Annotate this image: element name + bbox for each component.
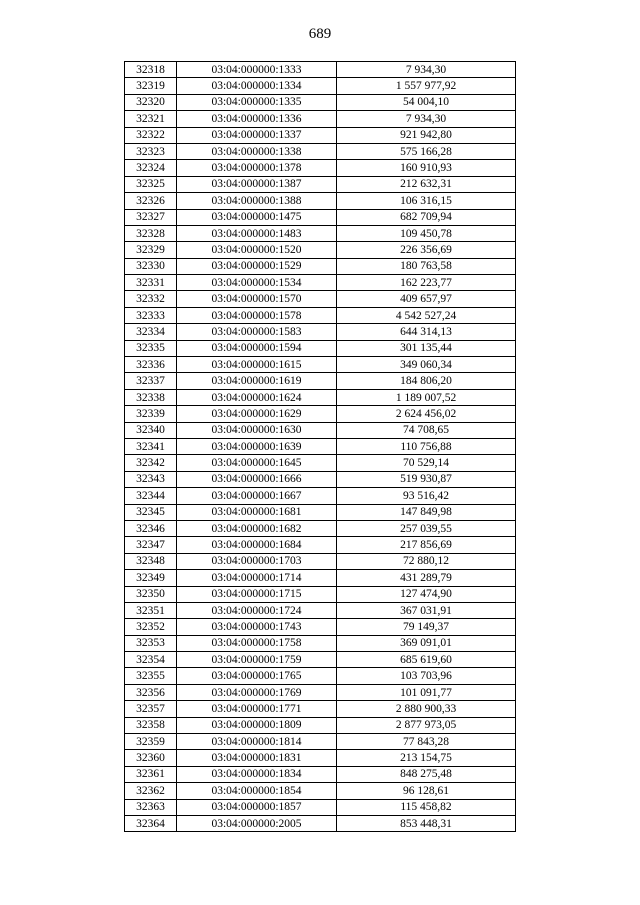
- table-row: [125, 340, 516, 356]
- table-row: [125, 635, 516, 651]
- row-number-cell: 32346: [125, 520, 177, 536]
- table-row: [125, 127, 516, 143]
- table-row: [125, 586, 516, 602]
- row-number-cell: 32345: [125, 504, 177, 520]
- cadastral-number-cell: 03:04:000000:1388: [177, 193, 337, 209]
- amount-cell: 77 843,28: [337, 734, 516, 750]
- row-number-cell: 32326: [125, 193, 177, 209]
- cadastral-number-cell: 03:04:000000:1639: [177, 438, 337, 454]
- table-row: [125, 619, 516, 635]
- amount-cell: 180 763,58: [337, 258, 516, 274]
- row-number-cell: 32325: [125, 176, 177, 192]
- row-number-cell: 32361: [125, 766, 177, 782]
- cadastral-number-cell: 03:04:000000:1771: [177, 701, 337, 717]
- amount-cell: 369 091,01: [337, 635, 516, 651]
- table-row: [125, 389, 516, 405]
- amount-cell: 127 474,90: [337, 586, 516, 602]
- table-row: [125, 62, 516, 78]
- table-row: [125, 406, 516, 422]
- cadastral-number-cell: 03:04:000000:1765: [177, 668, 337, 684]
- amount-cell: 96 128,61: [337, 783, 516, 799]
- amount-cell: 7 934,30: [337, 111, 516, 127]
- cadastral-number-cell: 03:04:000000:1336: [177, 111, 337, 127]
- table-row: [125, 438, 516, 454]
- cadastral-number-cell: 03:04:000000:1615: [177, 357, 337, 373]
- row-number-cell: 32328: [125, 225, 177, 241]
- row-number-cell: 32320: [125, 94, 177, 110]
- amount-cell: 519 930,87: [337, 471, 516, 487]
- amount-cell: 109 450,78: [337, 225, 516, 241]
- row-number-cell: 32335: [125, 340, 177, 356]
- table-row: [125, 520, 516, 536]
- row-number-cell: 32362: [125, 783, 177, 799]
- cadastral-number-cell: 03:04:000000:1682: [177, 520, 337, 536]
- table-row: [125, 799, 516, 815]
- cadastral-number-cell: 03:04:000000:1629: [177, 406, 337, 422]
- table-row: [125, 258, 516, 274]
- table-row: [125, 766, 516, 782]
- row-number-cell: 32338: [125, 389, 177, 405]
- table-row: [125, 111, 516, 127]
- row-number-cell: 32350: [125, 586, 177, 602]
- cadastral-number-cell: 03:04:000000:1520: [177, 242, 337, 258]
- row-number-cell: 32360: [125, 750, 177, 766]
- cadastral-number-cell: 03:04:000000:1759: [177, 652, 337, 668]
- amount-cell: 103 703,96: [337, 668, 516, 684]
- amount-cell: 213 154,75: [337, 750, 516, 766]
- amount-cell: 93 516,42: [337, 488, 516, 504]
- row-number-cell: 32358: [125, 717, 177, 733]
- cadastral-number-cell: 03:04:000000:1337: [177, 127, 337, 143]
- row-number-cell: 32363: [125, 799, 177, 815]
- cadastral-number-cell: 03:04:000000:1834: [177, 766, 337, 782]
- row-number-cell: 32347: [125, 537, 177, 553]
- amount-cell: 682 709,94: [337, 209, 516, 225]
- table-row: [125, 143, 516, 159]
- cadastral-number-cell: 03:04:000000:1483: [177, 225, 337, 241]
- cadastral-number-cell: 03:04:000000:1666: [177, 471, 337, 487]
- cadastral-number-cell: 03:04:000000:1714: [177, 570, 337, 586]
- amount-cell: 2 624 456,02: [337, 406, 516, 422]
- cadastral-number-cell: 03:04:000000:1475: [177, 209, 337, 225]
- cadastral-number-cell: 03:04:000000:1630: [177, 422, 337, 438]
- row-number-cell: 32353: [125, 635, 177, 651]
- cadastral-number-cell: 03:04:000000:1667: [177, 488, 337, 504]
- cadastral-number-cell: 03:04:000000:1583: [177, 324, 337, 340]
- amount-cell: 644 314,13: [337, 324, 516, 340]
- amount-cell: 212 632,31: [337, 176, 516, 192]
- amount-cell: 431 289,79: [337, 570, 516, 586]
- table-row: [125, 225, 516, 241]
- table-row: [125, 455, 516, 471]
- amount-cell: 72 880,12: [337, 553, 516, 569]
- row-number-cell: 32319: [125, 78, 177, 94]
- row-number-cell: 32331: [125, 275, 177, 291]
- cadastral-number-cell: 03:04:000000:1619: [177, 373, 337, 389]
- table-row: [125, 701, 516, 717]
- amount-cell: 367 031,91: [337, 602, 516, 618]
- cadastral-number-cell: 03:04:000000:1857: [177, 799, 337, 815]
- row-number-cell: 32321: [125, 111, 177, 127]
- row-number-cell: 32336: [125, 357, 177, 373]
- row-number-cell: 32339: [125, 406, 177, 422]
- table-row: [125, 422, 516, 438]
- row-number-cell: 32351: [125, 602, 177, 618]
- table-row: [125, 242, 516, 258]
- amount-cell: 162 223,77: [337, 275, 516, 291]
- cadastral-number-cell: 03:04:000000:1578: [177, 307, 337, 323]
- amount-cell: 74 708,65: [337, 422, 516, 438]
- amount-cell: 101 091,77: [337, 684, 516, 700]
- amount-cell: 349 060,34: [337, 357, 516, 373]
- amount-cell: 301 135,44: [337, 340, 516, 356]
- cadastral-number-cell: 03:04:000000:1684: [177, 537, 337, 553]
- row-number-cell: 32349: [125, 570, 177, 586]
- table-row: [125, 815, 516, 831]
- cadastral-number-cell: 03:04:000000:1831: [177, 750, 337, 766]
- table-row: [125, 275, 516, 291]
- amount-cell: 106 316,15: [337, 193, 516, 209]
- cadastral-number-cell: 03:04:000000:1743: [177, 619, 337, 635]
- table-row: [125, 471, 516, 487]
- cadastral-number-cell: 03:04:000000:1378: [177, 160, 337, 176]
- table-row: [125, 488, 516, 504]
- table-row: [125, 783, 516, 799]
- cadastral-number-cell: 03:04:000000:1724: [177, 602, 337, 618]
- row-number-cell: 32359: [125, 734, 177, 750]
- amount-cell: 257 039,55: [337, 520, 516, 536]
- table-row: [125, 324, 516, 340]
- row-number-cell: 32357: [125, 701, 177, 717]
- row-number-cell: 32352: [125, 619, 177, 635]
- cadastral-number-cell: 03:04:000000:1534: [177, 275, 337, 291]
- row-number-cell: 32344: [125, 488, 177, 504]
- row-number-cell: 32334: [125, 324, 177, 340]
- table-row: [125, 176, 516, 192]
- table-row: [125, 570, 516, 586]
- cadastral-number-cell: 03:04:000000:1854: [177, 783, 337, 799]
- table-row: [125, 717, 516, 733]
- table-body: [125, 62, 516, 832]
- amount-cell: 4 542 527,24: [337, 307, 516, 323]
- table-row: [125, 602, 516, 618]
- row-number-cell: 32337: [125, 373, 177, 389]
- cadastral-number-cell: 03:04:000000:1809: [177, 717, 337, 733]
- row-number-cell: 32355: [125, 668, 177, 684]
- cadastral-number-cell: 03:04:000000:1681: [177, 504, 337, 520]
- cadastral-number-cell: 03:04:000000:1334: [177, 78, 337, 94]
- row-number-cell: 32333: [125, 307, 177, 323]
- row-number-cell: 32322: [125, 127, 177, 143]
- row-number-cell: 32340: [125, 422, 177, 438]
- amount-cell: 110 756,88: [337, 438, 516, 454]
- row-number-cell: 32327: [125, 209, 177, 225]
- row-number-cell: 32324: [125, 160, 177, 176]
- amount-cell: 160 910,93: [337, 160, 516, 176]
- amount-cell: 575 166,28: [337, 143, 516, 159]
- row-number-cell: 32332: [125, 291, 177, 307]
- cadastral-number-cell: 03:04:000000:1387: [177, 176, 337, 192]
- row-number-cell: 32323: [125, 143, 177, 159]
- table-row: [125, 734, 516, 750]
- row-number-cell: 32356: [125, 684, 177, 700]
- table-row: [125, 193, 516, 209]
- amount-cell: 853 448,31: [337, 815, 516, 831]
- amount-cell: 848 275,48: [337, 766, 516, 782]
- table-row: [125, 668, 516, 684]
- amount-cell: 184 806,20: [337, 373, 516, 389]
- row-number-cell: 32348: [125, 553, 177, 569]
- table-row: [125, 750, 516, 766]
- table-row: [125, 307, 516, 323]
- table-row: [125, 291, 516, 307]
- table-row: [125, 373, 516, 389]
- table-row: [125, 504, 516, 520]
- row-number-cell: 32343: [125, 471, 177, 487]
- cadastral-number-cell: 03:04:000000:1758: [177, 635, 337, 651]
- table-row: [125, 78, 516, 94]
- amount-cell: 70 529,14: [337, 455, 516, 471]
- cadastral-number-cell: 03:04:000000:1715: [177, 586, 337, 602]
- cadastral-number-cell: 03:04:000000:1769: [177, 684, 337, 700]
- row-number-cell: 32342: [125, 455, 177, 471]
- cadastral-number-cell: 03:04:000000:1529: [177, 258, 337, 274]
- table-row: [125, 684, 516, 700]
- table-row: [125, 553, 516, 569]
- amount-cell: 921 942,80: [337, 127, 516, 143]
- amount-cell: 147 849,98: [337, 504, 516, 520]
- table-row: [125, 537, 516, 553]
- cadastral-number-cell: 03:04:000000:1333: [177, 62, 337, 78]
- table-row: [125, 357, 516, 373]
- amount-cell: 7 934,30: [337, 62, 516, 78]
- amount-cell: 79 149,37: [337, 619, 516, 635]
- row-number-cell: 32318: [125, 62, 177, 78]
- amount-cell: 685 619,60: [337, 652, 516, 668]
- amount-cell: 2 877 973,05: [337, 717, 516, 733]
- cadastral-number-cell: 03:04:000000:1624: [177, 389, 337, 405]
- cadastral-table: [124, 61, 516, 832]
- amount-cell: 226 356,69: [337, 242, 516, 258]
- amount-cell: 409 657,97: [337, 291, 516, 307]
- cadastral-number-cell: 03:04:000000:2005: [177, 815, 337, 831]
- cadastral-number-cell: 03:04:000000:1570: [177, 291, 337, 307]
- table-row: [125, 209, 516, 225]
- row-number-cell: 32330: [125, 258, 177, 274]
- table-row: [125, 94, 516, 110]
- row-number-cell: 32364: [125, 815, 177, 831]
- cadastral-number-cell: 03:04:000000:1335: [177, 94, 337, 110]
- amount-cell: 54 004,10: [337, 94, 516, 110]
- row-number-cell: 32341: [125, 438, 177, 454]
- cadastral-number-cell: 03:04:000000:1814: [177, 734, 337, 750]
- cadastral-number-cell: 03:04:000000:1338: [177, 143, 337, 159]
- row-number-cell: 32354: [125, 652, 177, 668]
- table-row: [125, 652, 516, 668]
- cadastral-number-cell: 03:04:000000:1645: [177, 455, 337, 471]
- table-row: [125, 160, 516, 176]
- amount-cell: 115 458,82: [337, 799, 516, 815]
- amount-cell: 2 880 900,33: [337, 701, 516, 717]
- cadastral-number-cell: 03:04:000000:1703: [177, 553, 337, 569]
- page-number: 689: [308, 26, 332, 42]
- row-number-cell: 32329: [125, 242, 177, 258]
- cadastral-number-cell: 03:04:000000:1594: [177, 340, 337, 356]
- amount-cell: 1 557 977,92: [337, 78, 516, 94]
- amount-cell: 217 856,69: [337, 537, 516, 553]
- amount-cell: 1 189 007,52: [337, 389, 516, 405]
